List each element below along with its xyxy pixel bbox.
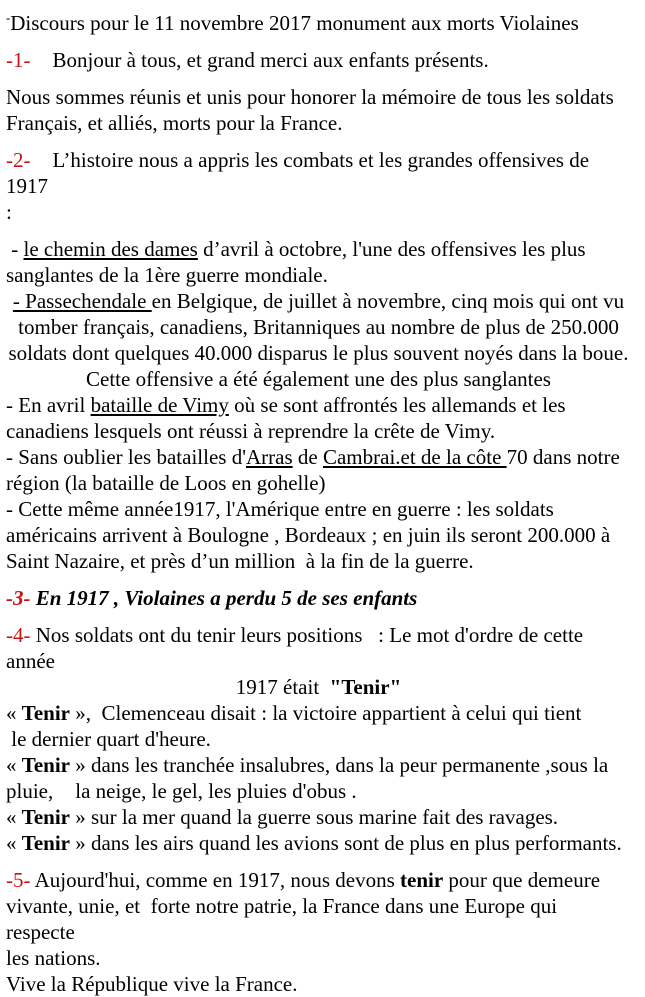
text-run: « bbox=[6, 805, 22, 829]
text-run: d’avril à octobre, l'une des offensives les plus bbox=[197, 237, 586, 261]
text-run: - Passechendale bbox=[12, 289, 152, 313]
para-3-violaines bbox=[6, 585, 631, 611]
document-title bbox=[6, 10, 631, 36]
text-run: canadiens lesquels ont réussi à reprendre la crête de Vimy. bbox=[6, 419, 496, 443]
para-2-history bbox=[6, 147, 631, 225]
text-line bbox=[6, 971, 631, 997]
para-5-aujourdhui bbox=[6, 867, 631, 971]
text-line bbox=[6, 674, 631, 700]
para-tenir-airs bbox=[6, 830, 631, 856]
text-line bbox=[6, 262, 631, 288]
text-run: le chemin des dames bbox=[23, 237, 198, 261]
text-run: Tenir bbox=[21, 753, 70, 777]
text-line bbox=[6, 622, 631, 674]
spacer bbox=[6, 225, 631, 236]
text-line bbox=[6, 47, 631, 73]
text-line bbox=[6, 778, 631, 804]
text-line bbox=[6, 830, 631, 856]
text-run: - En avril bbox=[6, 393, 91, 417]
text-line bbox=[6, 147, 631, 199]
text-run: pour que demeure bbox=[443, 868, 601, 892]
text-run: L’histoire nous a appris les combats et les grandes offensives de 1917 bbox=[6, 148, 595, 198]
text-line bbox=[6, 84, 631, 110]
text-run: Cambrai.et de la côte bbox=[322, 445, 507, 469]
para-4-tenir bbox=[6, 622, 631, 700]
text-run: Discours pour le 11 novembre 2017 monument aux morts Violaines bbox=[10, 11, 579, 35]
text-run: Arras bbox=[245, 445, 293, 469]
text-run: » sur la mer quand la guerre sous marine fait des ravages. bbox=[69, 805, 559, 829]
section-number-2: -2- bbox=[6, 148, 31, 172]
text-line bbox=[6, 522, 631, 548]
text-line bbox=[6, 199, 631, 225]
text-line bbox=[6, 726, 631, 752]
text-run: 70 dans notre bbox=[506, 445, 620, 469]
text-line bbox=[6, 804, 631, 830]
text-run: tenir bbox=[400, 868, 444, 892]
text-run: Bonjour à tous, et grand merci aux enfants présents. bbox=[52, 48, 489, 72]
text-run: tomber français, canadiens, Britanniques au nombre de plus de 250.000 bbox=[18, 315, 619, 339]
para-amerique bbox=[6, 496, 631, 574]
spacer bbox=[6, 611, 631, 622]
text-run: soldats dont quelques 40.000 disparus le plus souvent noyés dans la boue. bbox=[8, 341, 629, 365]
section-number-4: -4- bbox=[6, 623, 31, 647]
text-run: Aujourd'hui, comme en 1917, nous devons bbox=[30, 868, 400, 892]
text-line bbox=[6, 340, 631, 366]
para-tenir-tranchees bbox=[6, 752, 631, 804]
text-run: le dernier quart d'heure. bbox=[6, 727, 211, 751]
text-line bbox=[6, 496, 631, 522]
text-run: sanglantes de la 1ère guerre mondiale. bbox=[6, 263, 328, 287]
para-vimy bbox=[6, 392, 631, 444]
text-line bbox=[6, 752, 631, 778]
text-run: » dans les tranchée insalubres, dans la peur permanente ,sous la bbox=[69, 753, 609, 777]
text-run: Nos soldats ont du tenir leurs positions : Le mot d'ordre de cette année bbox=[6, 623, 589, 673]
text-run: où se sont affrontés les allemands et les bbox=[228, 393, 566, 417]
para-tenir-clemenceau bbox=[6, 700, 631, 752]
text-line bbox=[6, 110, 631, 136]
text-run: - bbox=[6, 237, 24, 261]
text-run: Tenir bbox=[21, 805, 70, 829]
text-line bbox=[6, 867, 631, 893]
para-intro bbox=[6, 84, 631, 136]
text-run: en Belgique, de juillet à novembre, cinq mois qui ont vu bbox=[151, 289, 625, 313]
text-line bbox=[6, 288, 631, 314]
para-tenir-mer bbox=[6, 804, 631, 830]
text-run: américains arrivent à Boulogne , Bordeaux ; en juin ils seront 200.000 à bbox=[6, 523, 611, 547]
section-number-3: -3- bbox=[6, 586, 31, 610]
text-line bbox=[6, 470, 631, 496]
text-run: vivante, unie, et forte notre patrie, la France dans une Europe qui respecte bbox=[6, 894, 563, 944]
text-run: Français, et alliés, morts pour la France. bbox=[6, 111, 343, 135]
text-run: Saint Nazaire, et près d’un million à la fin de la guerre. bbox=[6, 549, 474, 573]
spacer bbox=[6, 73, 631, 84]
text-run: « bbox=[6, 831, 22, 855]
text-run: région (la bataille de Loos en gohelle) bbox=[6, 471, 326, 495]
text-line bbox=[6, 236, 631, 262]
spacer bbox=[6, 856, 631, 867]
text-run: « bbox=[6, 701, 22, 725]
text-run: de bbox=[292, 445, 323, 469]
text-run: - bbox=[6, 11, 11, 25]
text-line bbox=[6, 548, 631, 574]
text-run: - Cette même année1917, l'Amérique entre en guerre : les soldats bbox=[6, 497, 554, 521]
text-run: "Tenir" bbox=[329, 675, 402, 699]
text-run: Vive la République vive la France. bbox=[6, 972, 298, 996]
para-vive-la-france bbox=[6, 971, 631, 997]
text-line bbox=[6, 444, 631, 470]
text-run: Nous sommes réunis et unis pour honorer la mémoire de tous les soldats bbox=[6, 85, 614, 109]
text-run: Cette offensive a été également une des plus sanglantes bbox=[86, 367, 551, 391]
para-passchendaele bbox=[6, 288, 631, 392]
spacer bbox=[6, 574, 631, 585]
text-run: les nations. bbox=[6, 946, 101, 970]
text-line bbox=[6, 366, 631, 392]
text-run: la neige, le gel, les pluies d'obus . bbox=[75, 779, 357, 803]
text-line bbox=[6, 945, 631, 971]
text-line bbox=[6, 893, 631, 945]
text-run: 1917 était bbox=[235, 675, 330, 699]
text-run: « bbox=[6, 753, 22, 777]
text-line bbox=[6, 392, 631, 418]
text-line bbox=[6, 585, 631, 611]
spacer bbox=[6, 136, 631, 147]
text-run: » dans les airs quand les avions sont de plus en plus performants. bbox=[69, 831, 622, 855]
text-line bbox=[6, 700, 631, 726]
spacer bbox=[6, 36, 631, 47]
text-run: », Clemenceau disait : la victoire appartient à celui qui tient bbox=[69, 701, 582, 725]
text-run: pluie, bbox=[6, 779, 54, 803]
text-line bbox=[6, 418, 631, 444]
text-run: En 1917 , Violaines a perdu 5 de ses enfants bbox=[30, 586, 418, 610]
text-line bbox=[6, 314, 631, 340]
section-number-1: -1- bbox=[6, 48, 31, 72]
text-run: Tenir bbox=[21, 831, 70, 855]
para-1-greeting bbox=[6, 47, 631, 73]
section-number-5: -5- bbox=[6, 868, 31, 892]
text-run: - Sans oublier les batailles d' bbox=[6, 445, 246, 469]
text-line bbox=[6, 10, 631, 36]
para-chemin-des-dames bbox=[6, 236, 631, 288]
text-run: bataille de Vimy bbox=[90, 393, 229, 417]
para-arras bbox=[6, 444, 631, 496]
text-run: : bbox=[6, 200, 12, 224]
text-run: Tenir bbox=[21, 701, 70, 725]
